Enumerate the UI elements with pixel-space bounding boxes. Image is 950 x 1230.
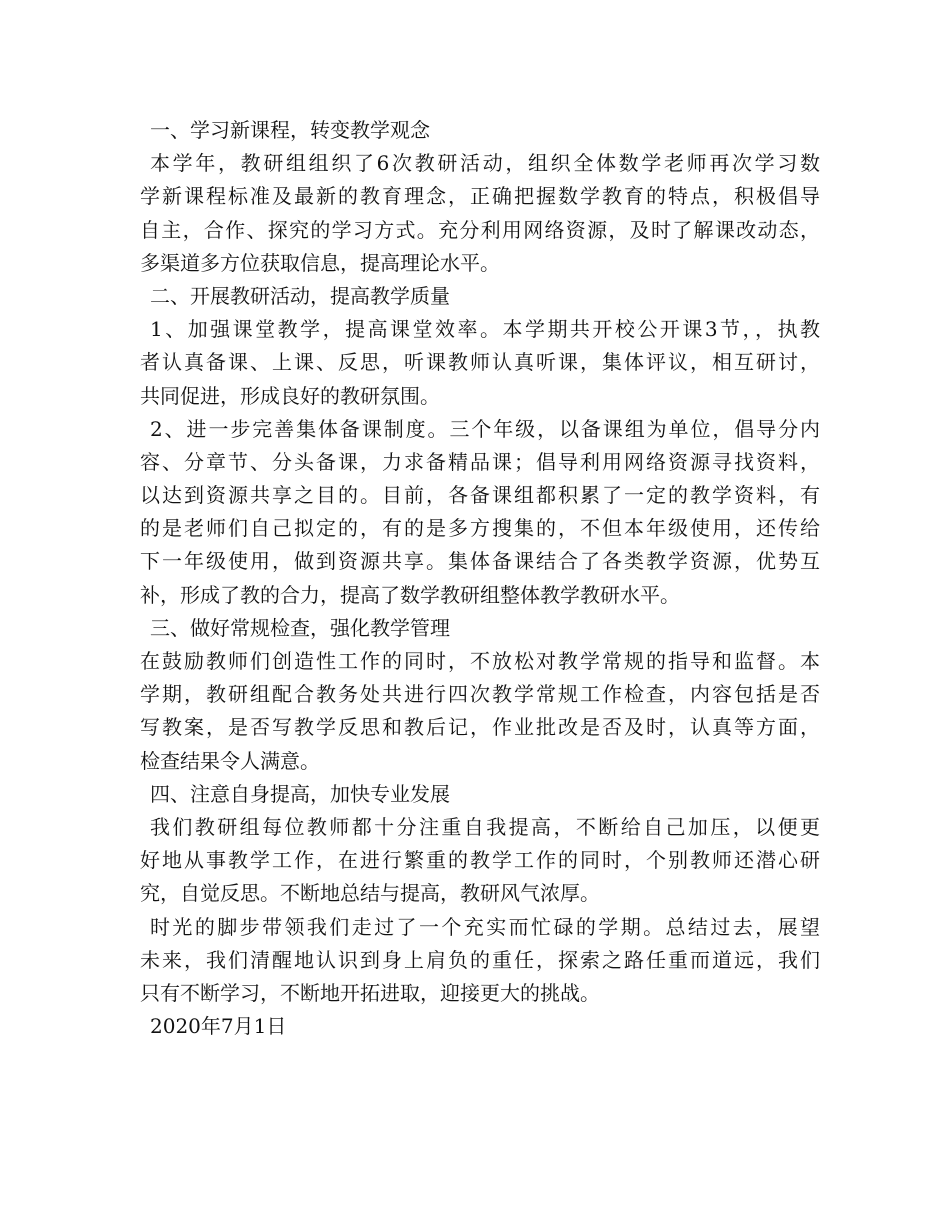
paragraph-line: 容、分章节、分头备课，力求备精品课；倡导利用网络资源寻找资料，	[140, 449, 820, 474]
document-date: 2020年7月1日	[150, 1014, 287, 1039]
paragraph-line: 1、加强课堂教学，提高课堂效率。本学期共开校公开课3节，，执教	[150, 317, 820, 342]
paragraph-line: 者认真备课、上课、反思，听课教师认真听课，集体评议，相互研讨，	[140, 350, 820, 375]
paragraph-line: 我们教研组每位教师都十分注重自我提高，不断给自己加压，以便更	[150, 814, 820, 839]
paragraph-line: 自主，合作、探究的学习方式。充分利用网络资源，及时了解课改动态，	[140, 217, 820, 242]
paragraph-line: 检查结果令人满意。	[140, 748, 320, 773]
paragraph-line: 好地从事教学工作，在进行繁重的教学工作的同时，个别教师还潜心研	[140, 848, 820, 873]
paragraph-line: 2、进一步完善集体备课制度。三个年级，以备课组为单位，倡导分内	[150, 416, 820, 441]
paragraph-line: 的是老师们自己拟定的，有的是多方搜集的，不但本年级使用，还传给	[140, 516, 820, 541]
section-heading-2: 二、开展教研活动，提高教学质量	[150, 283, 450, 308]
paragraph-line: 多渠道多方位获取信息，提高理论水平。	[140, 250, 500, 275]
paragraph-line: 以达到资源共享之目的。目前，各备课组都积累了一定的教学资料，有	[140, 483, 820, 508]
paragraph-line: 下一年级使用，做到资源共享。集体备课结合了各类教学资源，优势互	[140, 549, 820, 574]
section-heading-4: 四、注意自身提高，加快专业发展	[150, 781, 450, 806]
paragraph-line: 共同促进，形成良好的教研氛围。	[140, 383, 440, 408]
paragraph-line: 学新课程标准及最新的教育理念，正确把握数学教育的特点，积极倡导	[140, 184, 820, 209]
paragraph-line: 只有不断学习，不断地开拓进取，迎接更大的挑战。	[140, 980, 600, 1005]
section-heading-3: 三、做好常规检查，强化教学管理	[150, 615, 450, 640]
paragraph-line: 补，形成了教的合力，提高了数学教研组整体教学教研水平。	[140, 582, 680, 607]
document-body	[140, 114, 820, 1043]
paragraph-line: 究，自觉反思。不断地总结与提高，教研风气浓厚。	[140, 881, 600, 906]
paragraph-line: 学期，教研组配合教务处共进行四次教学常规工作检查，内容包括是否	[140, 682, 820, 707]
section-heading-1: 一、学习新课程，转变教学观念	[150, 118, 430, 142]
paragraph-line: 写教案，是否写教学反思和教后记，作业批改是否及时，认真等方面，	[140, 715, 820, 740]
paragraph-line: 本学年，教研组组织了6次教研活动，组织全体数学老师再次学习数	[150, 151, 820, 176]
paragraph-line: 未来，我们清醒地认识到身上肩负的重任，探索之路任重而道远，我们	[140, 947, 820, 972]
paragraph-line: 时光的脚步带领我们走过了一个充实而忙碌的学期。总结过去，展望	[150, 914, 820, 939]
paragraph-line: 在鼓励教师们创造性工作的同时，不放松对教学常规的指导和监督。本	[140, 649, 820, 673]
